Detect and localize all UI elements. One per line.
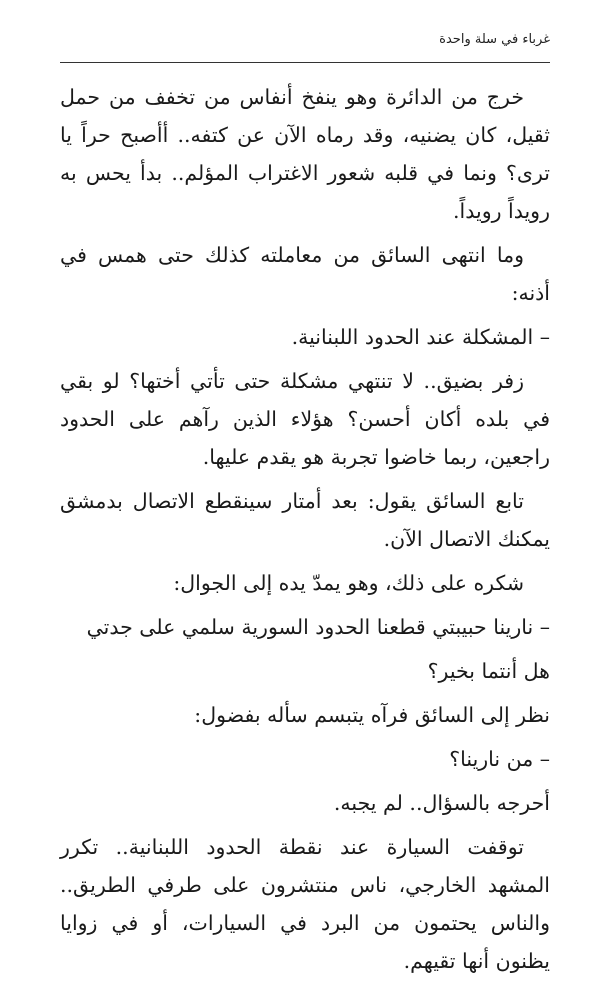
paragraph: زفر بضيق.. لا تنتهي مشكلة حتى تأتي أختها؟ لو بقي في بلده أكان أحسن؟ هؤلاء الذين رآهم على الحدود راجعين، ربما خاضوا تجربة هو يقدم عليها.	[60, 369, 550, 469]
running-title: غرباء في سلة واحدة	[439, 32, 550, 47]
paragraph: وما انتهى السائق من معاملته كذلك حتى همس في أذنه:	[60, 243, 550, 305]
running-header	[60, 32, 550, 47]
paragraph: خرج من الدائرة وهو ينفخ أنفاس من تخفف من حمل ثقيل، كان يضنيه، وقد رماه الآن عن كتفه.. أأصبح حراً يا ترى؟ ونما في قلبه شعور الاغتراب المؤلم.. بدأ يحس به رويداً رويداً.	[60, 85, 550, 223]
dialogue-line: – المشكلة عند الحدود اللبنانية.	[291, 325, 550, 349]
paragraph: توقفت السيارة عند نقطة الحدود اللبنانية.. تكرر المشهد الخارجي، ناس منتشرون على طرفي الطريق.. والناس يحتمون من البرد في السيارات، أو في زوايا يظنون أنها تقيهم.	[60, 835, 550, 973]
dialogue-continuation: هل أنتما بخير؟	[427, 659, 550, 683]
header-divider	[60, 62, 550, 63]
page-body	[60, 78, 550, 986]
dialogue-line: – نارينا حبيبتي قطعنا الحدود السورية سلمي على جدتي	[86, 615, 550, 639]
paragraph: أحرجه بالسؤال.. لم يجبه.	[333, 791, 550, 815]
paragraph: تابع السائق يقول: بعد أمتار سينقطع الاتصال بدمشق يمكنك الاتصال الآن.	[60, 489, 550, 551]
paragraph: نظر إلى السائق فرآه يتبسم سأله بفضول:	[194, 703, 550, 727]
paragraph: شكره على ذلك، وهو يمدّ يده إلى الجوال:	[173, 571, 524, 595]
dialogue-line: – من نارينا؟	[449, 747, 550, 771]
